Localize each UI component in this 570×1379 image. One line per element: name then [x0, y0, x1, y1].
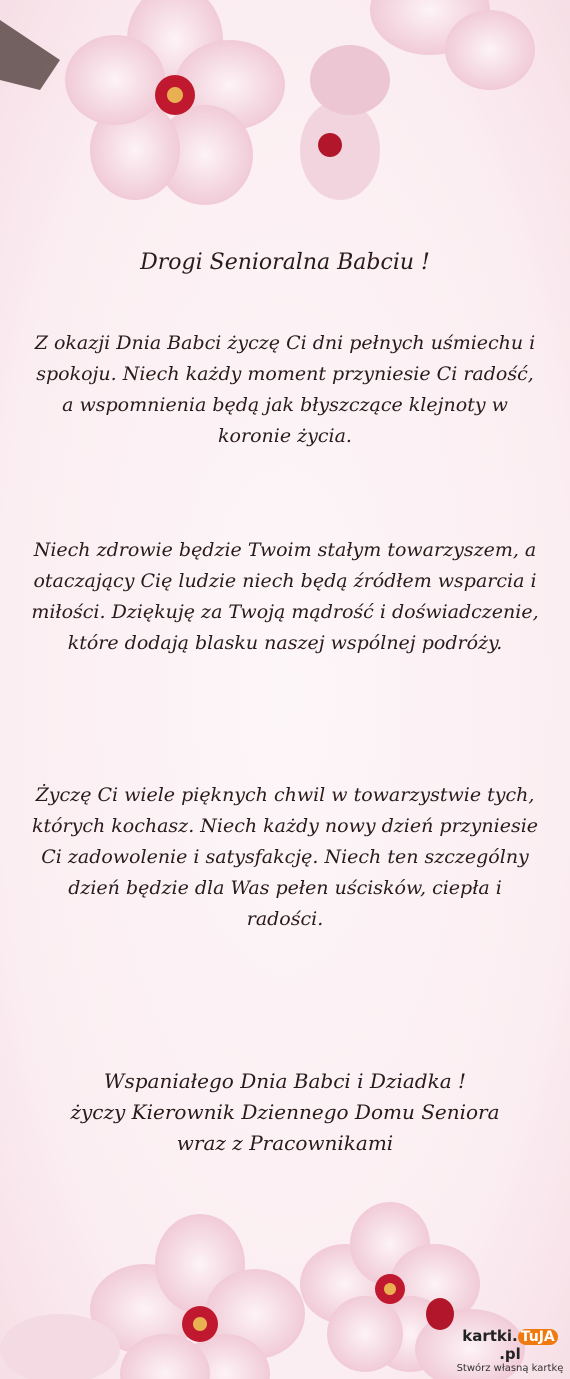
logo-tagline: Stwórz własną kartkę [456, 1363, 564, 1374]
logo-name-prefix: kartki. [462, 1327, 518, 1345]
closing-line-1: Wspaniałego Dnia Babci i Dziadka ! [103, 1069, 467, 1093]
closing-block [0, 1066, 570, 1159]
paragraph-2: Niech zdrowie będzie Twoim stałym towarzyszem, a otaczający Cię ludzie niech będą źródłem wsparcia i miłości. Dziękuję za Twoją mądrość i doświadczenie, które dodają blasku naszej wspólnej podróży. [31, 539, 539, 654]
closing-line-2: życzy Kierownik Dziennego Domu Seniora [70, 1100, 500, 1124]
logo-name-suffix: .pl [499, 1345, 521, 1363]
paragraph-3: Życzę Ci wiele pięknych chwil w towarzystwie tych, których kochasz. Niech każdy nowy dzień przyniesie Ci zadowolenie i satysfakcję. Niech ten szczególny dzień będzie dla Was pełen uścisków, ciepła i radości. [31, 784, 539, 930]
paragraph-1: Z okazji Dnia Babci życzę Ci dni pełnych uśmiechu i spokoju. Niech każdy moment przyniesie Ci radość, a wspomnienia będą jak błyszczące klejnoty w koronie życia. [34, 332, 536, 447]
cherry-blossom-top-image [0, 0, 570, 230]
salutation: Drogi Senioralna Babciu ! [140, 250, 430, 275]
logo-name [456, 1327, 564, 1363]
kartki-tuja-logo[interactable] [456, 1327, 564, 1374]
closing-line-3: wraz z Pracownikami [176, 1131, 394, 1155]
logo-badge: TuJA [518, 1329, 558, 1345]
